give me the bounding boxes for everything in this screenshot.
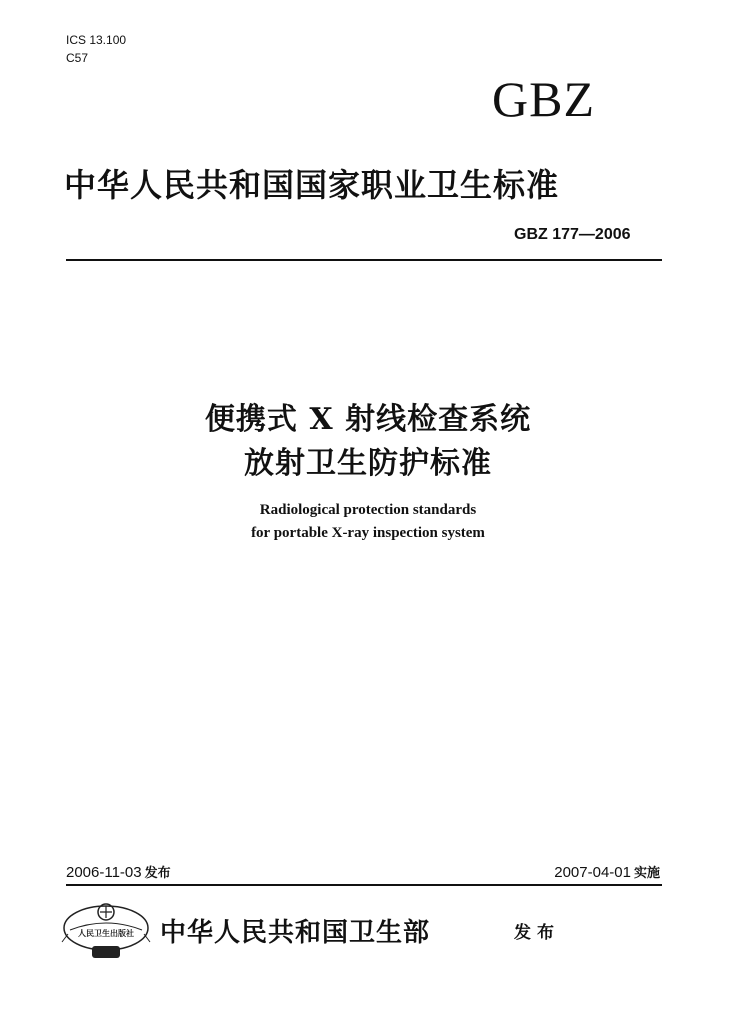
title-zh-line2: 放射卫生防护标准 (244, 446, 492, 481)
top-divider (66, 259, 662, 261)
gbz-logo: GBZ (492, 71, 595, 127)
seal-emblem-icon (60, 898, 152, 964)
effective-date-label: 实施 (633, 866, 660, 881)
publish-date (66, 862, 171, 881)
issuer-heading: 中华人民共和国国家职业卫生标准 (64, 166, 560, 204)
ccs-code: C57 (66, 51, 89, 65)
issue-action: 发布 (514, 923, 560, 943)
ministry-seal (60, 898, 152, 964)
ics-code: ICS 13.100 (66, 33, 127, 47)
issuer-footer: 中华人民共和国卫生部 (160, 918, 431, 948)
title-en-line2: for portable X-ray inspection system (251, 525, 485, 541)
publish-date-label: 发布 (144, 866, 171, 881)
bottom-divider (66, 884, 662, 886)
title-en-line1: Radiological protection standards (259, 502, 477, 518)
publish-date-value: 2006-11-03 (66, 864, 142, 881)
svg-text:人民卫生出版社: 人民卫生出版社 (78, 929, 134, 938)
title-zh-line1: 便携式 X 射线检查系统 (204, 402, 532, 437)
effective-date-value: 2007-04-01 (554, 864, 631, 881)
standard-number: GBZ 177—2006 (514, 226, 631, 243)
effective-date (554, 862, 660, 881)
